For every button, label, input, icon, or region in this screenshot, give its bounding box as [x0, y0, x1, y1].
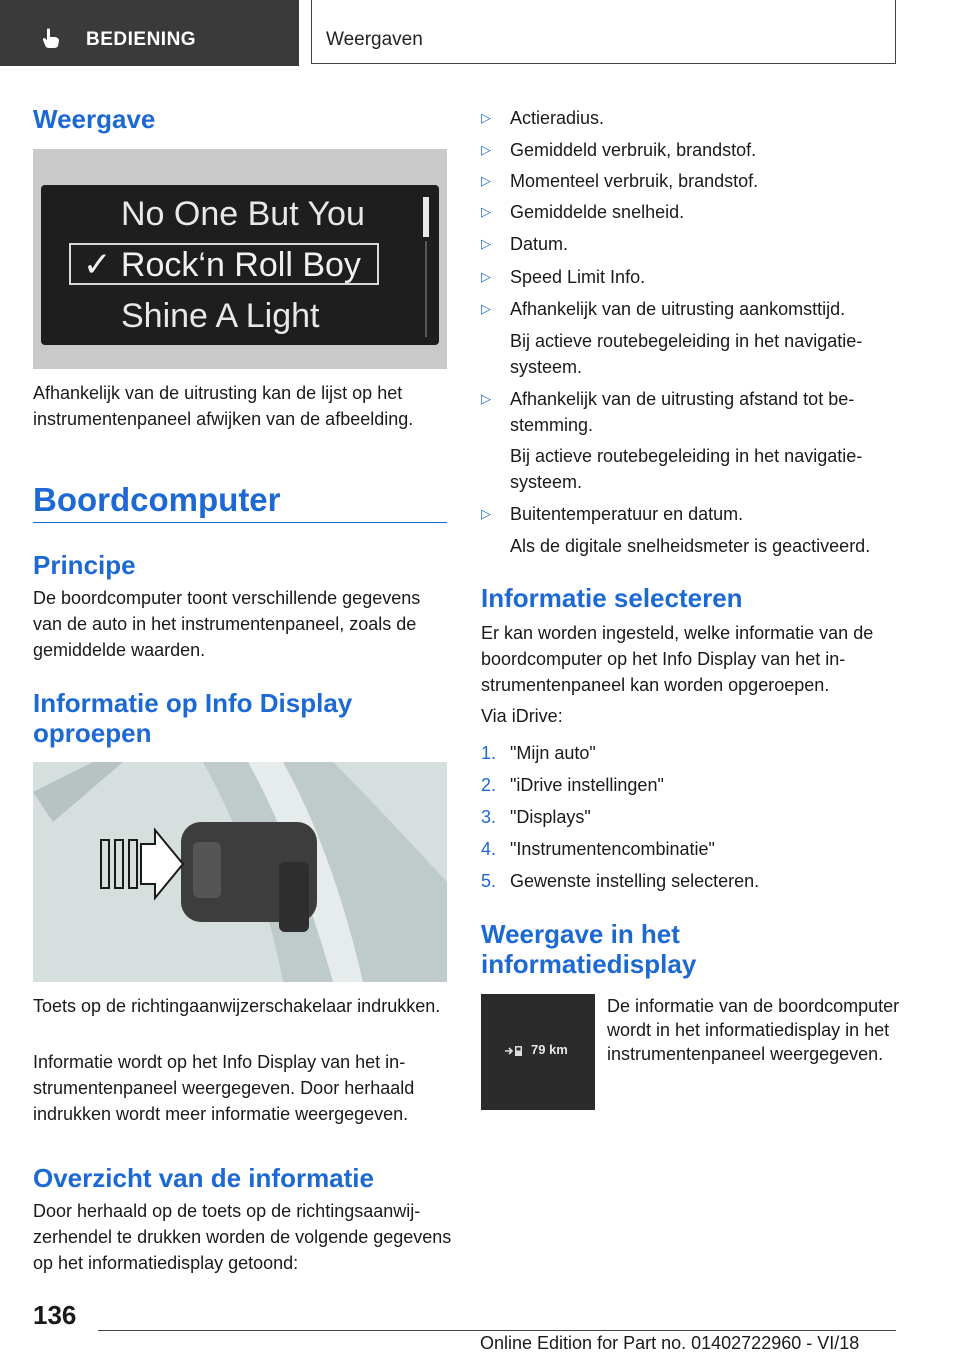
principe-text: De boordcomputer toont verschillende gegevens van de auto in het instrumentenpaneel, zoals de gemiddelde waarden. — [33, 588, 421, 660]
principe-heading: Principe — [33, 550, 136, 580]
display-text: De informatie van de boordcomputer wordt in het informatiedisplay in het instrumentenpaneel weergegeven. — [607, 996, 900, 1064]
triangle-bullet-icon: ▷ — [481, 391, 491, 406]
selecteren-heading: Informatie selecteren — [481, 583, 743, 613]
section-tab — [0, 0, 299, 66]
weergave-caption: Afhankelijk van de uitrusting kan de lijst op het instrumentenpaneel afwijken van de afbeelding. — [33, 383, 414, 429]
via-text: Via iDrive: — [481, 706, 563, 726]
info-display-image — [481, 994, 595, 1110]
display-heading-line2: informatiedisplay — [481, 949, 697, 979]
selecteren-text: Er kan worden ingesteld, welke informatie van de boordcomputer op het Info Display van het instrumentenpaneel kan worden opgeroepen. — [481, 623, 874, 695]
music-item-2: ✓ Rock‘n Roll Boy — [83, 246, 361, 284]
music-item-1: No One But You — [121, 195, 365, 233]
triangle-bullet-icon: ▷ — [481, 236, 491, 251]
toets-text: Toets op de richtingaanwijzerschakelaar indrukken. — [33, 996, 441, 1016]
triangle-bullet-icon: ▷ — [481, 204, 491, 219]
triangle-bullet-icon: ▷ — [481, 173, 491, 188]
music-list-image — [33, 149, 447, 369]
section-label: BEDIENING — [86, 29, 197, 50]
info-text: Informatie wordt op het Info Display van het instrumentenpaneel weergegeven. Door herhaald indrukken wordt meer informatie weergegeven. — [33, 1052, 415, 1124]
page-number: 136 — [33, 1300, 77, 1330]
boordcomputer-heading: Boordcomputer — [33, 481, 281, 518]
scrollbar-track — [425, 241, 427, 337]
display-heading-line1: Weergave in het — [481, 919, 680, 949]
weergave-heading: Weergave — [33, 104, 156, 134]
list-item-note: Als de digitale snelheidsmeter is geactiveerd. — [510, 536, 871, 556]
chapter-tab — [311, 0, 896, 64]
footer-rule — [98, 1330, 896, 1331]
music-display — [41, 185, 439, 345]
heading-rule — [33, 522, 447, 523]
turn-signal-lever-image — [33, 762, 447, 982]
hand-pointer-icon — [40, 27, 62, 49]
overzicht-heading: Overzicht van de informatie — [33, 1163, 374, 1193]
fuel-range-icon — [505, 1044, 525, 1058]
triangle-bullet-icon: ▷ — [481, 506, 491, 521]
list-item-note: Bij actieve routebegeleiding in het navigatiesysteem. — [510, 446, 863, 492]
scrollbar-thumb — [423, 197, 429, 237]
overzicht-text: Door herhaald op de toets op de richtingsaanwijzerhendel te drukken worden de volgende gegevens op het informatiedisplay getoond: — [33, 1201, 452, 1273]
oproepen-heading-line1: Informatie op Info Display — [33, 688, 353, 718]
edition-label: Online Edition for Part no. 01402722960 - VI/18 — [480, 1333, 860, 1353]
triangle-bullet-icon: ▷ — [481, 110, 491, 125]
oproepen-heading-line2: oproepen — [33, 718, 152, 748]
music-item-3: Shine A Light — [121, 297, 320, 335]
triangle-bullet-icon: ▷ — [481, 142, 491, 157]
range-value: 79 km — [531, 1042, 568, 1057]
triangle-bullet-icon: ▷ — [481, 301, 491, 316]
chapter-label: Weergaven — [326, 29, 423, 50]
list-item-note: Bij actieve routebegeleiding in het navigatiesysteem. — [510, 331, 863, 377]
triangle-bullet-icon: ▷ — [481, 269, 491, 284]
